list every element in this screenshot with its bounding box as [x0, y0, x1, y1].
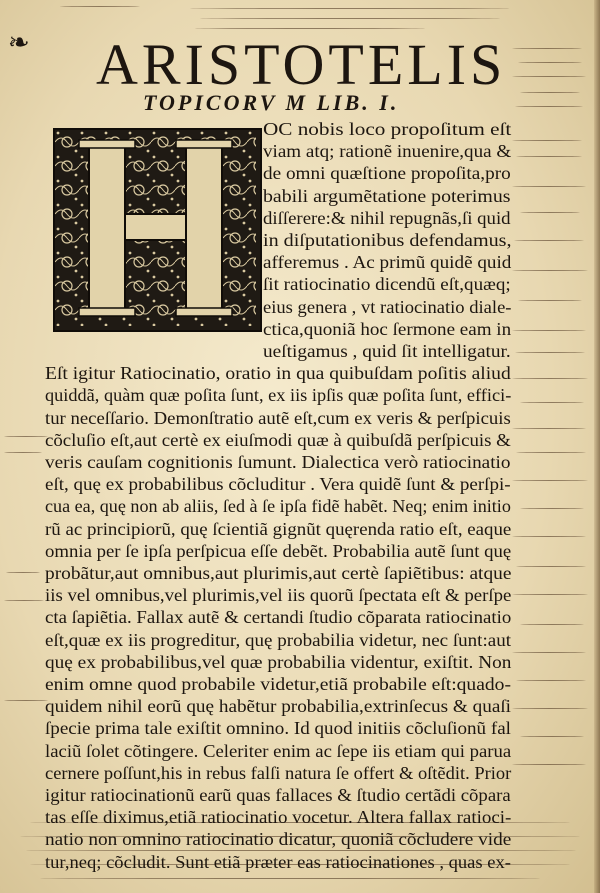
text-line: enim omne quod probabile videtur,etiã probabile eſt:quado-	[45, 674, 511, 694]
text-line: iis vel omnibus,vel plurimis,vel iis quorũ ſpectata eſt & perſpe	[45, 585, 512, 606]
text-line: eſt,quæ ex iis progreditur, quę probabilia videtur, nec ſunt:aut	[45, 629, 511, 650]
text-line: diſſerere:& nihil repugnãs,ſi quid	[263, 207, 511, 228]
text-line: natio non omnino ratiocinatio dicatur, quoniã cõcludere vide	[45, 829, 512, 850]
text-line: eſt, quę ex probabilibus cõcluditur . Vera quidẽ ſunt & perſpi-	[45, 474, 511, 495]
page-edge	[594, 0, 600, 893]
text-line: babili argumẽtatione poterimus	[263, 185, 511, 206]
text-line: tur,neq; cõcludit. Sunt etiã præter eas ratiocinationes , quas ex-	[45, 851, 511, 872]
text-line: quę ex probabilibus,vel quæ probabilia videntur, exiſtit. Non	[45, 651, 512, 672]
text-line: eius genera , vt ratiocinatio diale-	[263, 296, 512, 317]
text-line: ſit ratiocinatio dicendũ eſt,quæq;	[263, 274, 511, 295]
text-line: ſpecie prima tale exiſtit omnino. Id quod initiis cõcluſionũ fal	[45, 718, 511, 739]
text-line: veris cauſam cognitionis ſumunt. Dialectica verò ratiocinatio	[45, 452, 511, 472]
text-line: cernere poſſunt,his in rebus falſi natura ſe offert & oſtẽdit. Prior	[45, 762, 512, 783]
text-line: omnia per ſe ipſa perſpicua eſſe debẽt. Probabilia autẽ ſunt quę	[45, 540, 512, 561]
text-line: igitur ratiocinationũ earũ quas fallaces & ſtudio certãdi cõpara	[45, 785, 511, 805]
text-line: afferemus . Ac primũ quidẽ quid	[263, 252, 512, 273]
text-line: Eſt igitur Ratiocinatio, oratio in qua quibuſdam poſitis aliud	[45, 363, 511, 384]
text-line: quiddã, quàm quæ poſita ſunt, ex iis ipſis quæ poſita ſunt, effici-	[45, 385, 512, 406]
text-line: ueſtigamus , quid ſit intelligatur.	[263, 341, 511, 361]
page-subtitle: TOPICORV M LIB. I.	[143, 90, 400, 115]
text-line: in diſputationibus defendamus,	[263, 230, 512, 250]
text-line: de omni quæſtione propoſita,pro	[263, 163, 511, 184]
text-line: rũ ac principiorũ, quę ſcientiã gignũt quęrenda ratio eſt, eaque	[45, 518, 512, 539]
page-title: ARISTOTELIS	[96, 32, 507, 97]
fleuron-ornament: ❧	[8, 28, 30, 58]
text-line: cua ea, quę non ab aliis, ſed à ſe ipſa fidẽ habẽt. Neq; enim initio	[45, 496, 511, 517]
text-line: tur neceſſario. Demonſtratio autẽ eſt,cum ex veris & perſpicuis	[45, 407, 511, 428]
text-line: OC nobis loco propoſitum eſt	[263, 119, 512, 139]
text-line: tas eſſe diximus,etiã ratiocinatio vocetur. Altera fallax ratioci-	[45, 807, 512, 828]
text-line: quidem nihil eorũ quę habẽtur probabilia,extrinſecus & quaſi	[45, 696, 512, 717]
text-line: cõcluſio eſt,aut certè ex eiuſmodi quæ à quibuſdã perſpicuis &	[45, 429, 511, 450]
text-line: probãtur,aut omnibus,aut plurimis,aut certè ſapiẽtibus: atque	[45, 563, 512, 583]
text-line: ctica,quoniã hoc ſermone eam in	[263, 318, 512, 339]
text-line: viam atq; rationẽ inuenire,qua &	[263, 141, 512, 162]
text-line: cta ſapiẽtia. Fallax autẽ & certandi ſtudio cõparata ratiocinatio	[45, 607, 512, 628]
text-line: laciũ ſolet cõtingere. Celeriter enim ac ſepe iis etiam qui parua	[45, 740, 512, 761]
